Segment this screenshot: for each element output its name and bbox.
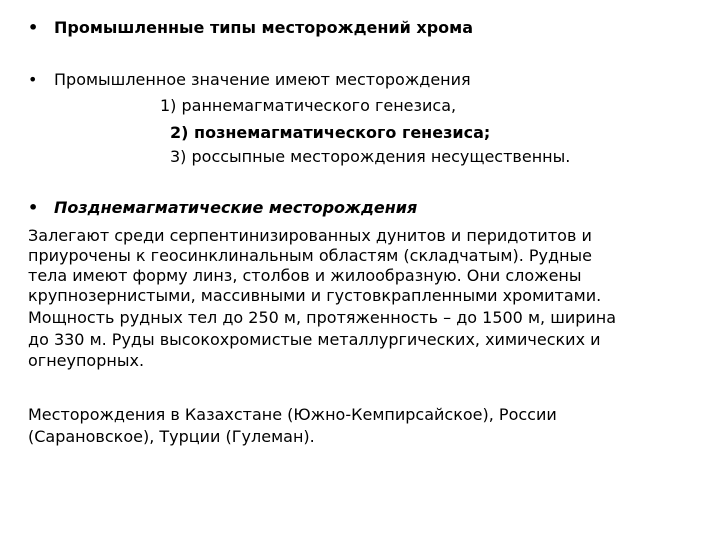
late-magmatic-line-1: Залегают среди серпентинизированных дунитов и перидотитов и [28, 226, 592, 245]
significance-item-3: 3) россыпные месторождения несущественны. [170, 147, 571, 166]
heading-bullet [28, 18, 473, 38]
late-magmatic-line-7: огнеупорных. [28, 351, 145, 370]
bullet-icon: • [28, 70, 38, 89]
late-magmatic-heading: Позднемагматические месторождения [54, 198, 418, 217]
deposits-line-1: Месторождения в Казахстане (Южно-Кемпирсайское), России [28, 405, 557, 424]
significance-bullet [28, 70, 471, 90]
heading-text: Промышленные типы месторождений хрома [54, 18, 474, 37]
deposits-line-2: (Сарановское), Турции (Гулеман). [28, 427, 315, 446]
bullet-icon: • [28, 18, 39, 37]
late-magmatic-line-2: приурочены к геосинклинальным областям (складчатым). Рудные [28, 246, 593, 265]
significance-item-2: 2) познемагматического генезиса; [170, 123, 491, 142]
late-magmatic-bullet [28, 198, 417, 218]
significance-item-1: 1) раннемагматического генезиса, [160, 96, 457, 115]
late-magmatic-line-3: тела имеют форму линз, столбов и жилообразную. Они сложены [28, 266, 582, 285]
significance-text: Промышленное значение имеют месторождения [54, 70, 471, 89]
late-magmatic-line-4: крупнозернистыми, массивными и густовкрапленными хромитами. [28, 286, 602, 305]
bullet-icon: • [28, 198, 39, 217]
late-magmatic-line-5: Мощность рудных тел до 250 м, протяженность – до 1500 м, ширина [28, 308, 617, 327]
late-magmatic-line-6: до 330 м. Руды высокохромистые металлургических, химических и [28, 330, 601, 349]
